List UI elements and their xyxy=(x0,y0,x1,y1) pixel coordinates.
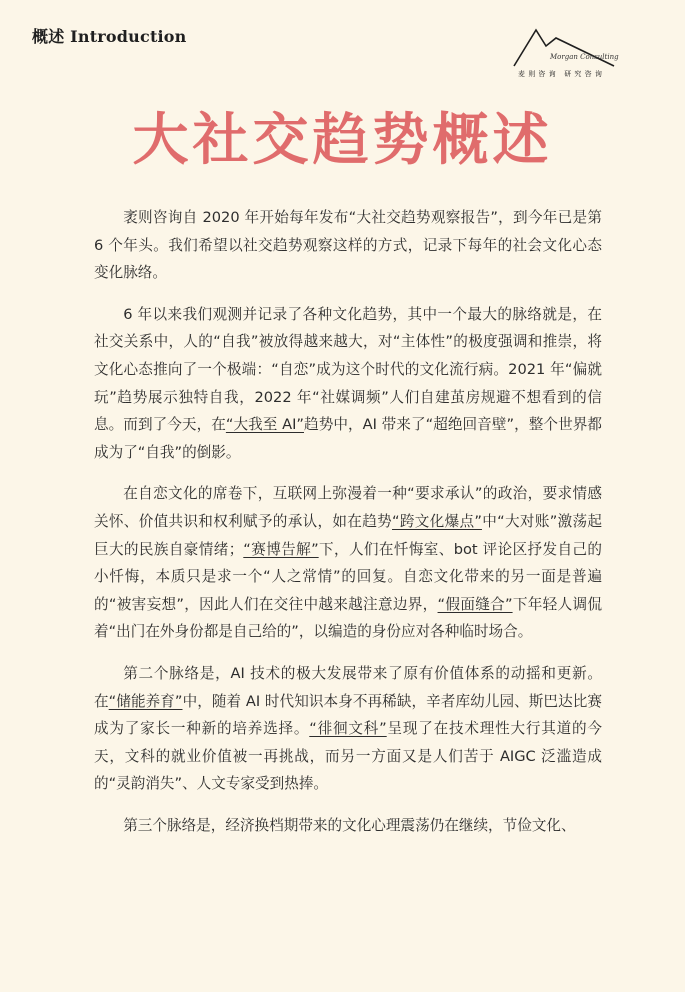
paragraph xyxy=(94,204,602,287)
text-run: 呈现了在技术理性大行其道的今天，文科的就业价值被一再挑战，而另一方面又是人们苦于 AIGC 泛滥造成的“灵韵消失”、人文专家受到热捧。 xyxy=(94,720,602,793)
trend-keyword: “储能养育” xyxy=(108,692,183,710)
brand-logo xyxy=(510,26,620,82)
paragraph xyxy=(94,660,602,798)
trend-keyword: “赛博告解” xyxy=(243,540,319,558)
intro-body xyxy=(94,204,602,853)
text-run: 中“大对账”激荡起巨大的民族自豪情绪； xyxy=(94,512,602,558)
paragraph xyxy=(94,301,602,467)
text-run: 第二个脉络是，AI 技术的极大发展带来了原有价值体系的动摇和更新。在 xyxy=(94,664,602,710)
trend-keyword: “大我至 AI” xyxy=(225,416,304,434)
text-run: 袤则咨询自 2020 年开始每年发布“大社交趋势观察报告”，到今年已是第 6 个年头。我们希望以社交趋势观察这样的方式，记录下每年的社会文化心态变化脉络。 xyxy=(94,209,602,282)
text-run: 在自恋文化的席卷下，互联网上弥漫着一种“要求承认”的政治，要求情感关怀、价值共识和权利赋予的承认，如在趋势 xyxy=(94,485,602,530)
text-run: 下，人们在忏悔室、bot 评论区抒发自己的小忏悔，本质只是求一个“人之常情”的回复。自恋文化带来的另一面是普遍的“被害妄想”，因此人们在交往中越来越注意边界， xyxy=(94,540,602,613)
section-label: 概述 Introduction xyxy=(32,27,187,46)
text-run: 中，随着 AI 时代知识本身不再稀缺，辛者库幼儿园、斯巴达比赛成为了家长一种新的培养选择。 xyxy=(94,692,602,738)
trend-keyword: “跨文化爆点” xyxy=(392,512,482,530)
page-title: 大社交趋势概述 xyxy=(132,107,553,173)
trend-keyword: “假面缝合” xyxy=(437,595,513,613)
paragraph xyxy=(94,480,602,646)
text-run: 第三个脉络是，经济换档期带来的文化心理震荡仍在继续，节俭文化、 xyxy=(123,816,576,834)
trend-keyword: “徘徊文科” xyxy=(309,720,387,738)
paragraph xyxy=(94,812,602,840)
logo-name: 麦则咨询 研究咨询 xyxy=(518,70,606,78)
mountain-logo-icon xyxy=(510,26,620,70)
logo-cursive: Morgan Consulting xyxy=(550,53,619,61)
text-run: 6 年以来我们观测并记录了各种文化趋势，其中一个最大的脉络就是，在社交关系中，人的“自我”被放得越来越大，对“主体性”的极度强调和推崇，将文化心态推向了一个极端：“自恋”成为这个时代的文化流行病。2021 年“偏就玩”趋势展示独特自我，2022 年“社媒调频”人们自建茧房规避不想看到的信息。而到了今天，在 xyxy=(94,305,602,434)
text-run: 趋势中，AI 带来了“超绝回音壁”，整个世界都成为了“自我”的倒影。 xyxy=(94,416,602,461)
text-run: 下年轻人调侃着“出门在外身份都是自己给的”，以编造的身份应对各种临时场合。 xyxy=(94,595,602,641)
